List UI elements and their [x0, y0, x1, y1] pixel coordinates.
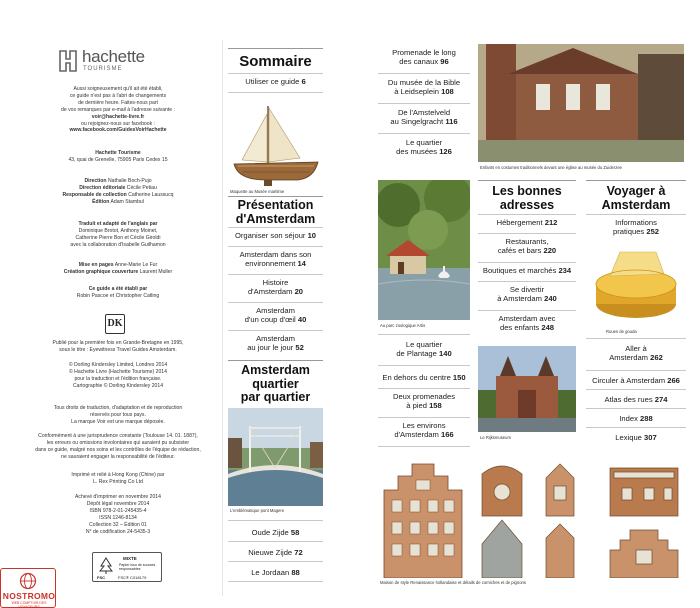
toc-entry[interactable]: Du musée de la Bible à Leidseplein 108	[387, 78, 461, 97]
rights-line: réservés pour tous pays.	[90, 411, 146, 418]
print-line: L. Rex Printing Co Ltd	[93, 478, 143, 485]
fsc-mixte: MIXTE	[123, 556, 137, 561]
print-line: Imprimé et relié à Hong Kong (Chine) par	[71, 472, 165, 478]
column-divider	[222, 40, 223, 596]
toc-entry[interactable]: En dehors du centre 150	[382, 373, 466, 382]
facebook-intro: ou rejoignez-nous sur facebook :	[81, 120, 155, 127]
final-line: Dépôt légal novembre 2014	[86, 500, 150, 507]
toc-entry[interactable]: Index 288	[619, 414, 653, 423]
logo-wordmark: hachette	[82, 47, 145, 66]
first-pub-line: sous le titre : Eyewitness Travel Guides Amsterdam.	[59, 346, 177, 353]
final-line: Achevé d'imprimer en novembre 2014	[75, 494, 161, 500]
copyright-line: © Hachette Livre (Hachette Tourisme) 2014	[69, 368, 167, 375]
toc-entry[interactable]: Les environs d'Amsterdam 166	[394, 421, 454, 440]
facebook-link[interactable]: www.facebook.com/GuidesVoirHachette	[69, 127, 167, 134]
caption-costumes: Enfants en costumes traditionnels devant une église au musée du Zuiderzee	[480, 165, 622, 170]
toc-entry[interactable]: Oude Zijde 58	[251, 528, 300, 537]
boat-illustration	[228, 100, 323, 188]
credit-line: Responsable de collection Catherine Laussucq	[62, 191, 174, 198]
stamp-brand: NOSTROMO	[2, 591, 56, 601]
zoo-photo	[378, 180, 470, 320]
established-names: Robin Pascoe et Christopher Catling	[76, 292, 160, 299]
caption-bridge: L'emblématique pont Magere	[230, 508, 285, 513]
layout-credit: Mise en pages Anne-Marie Le Fur	[78, 262, 158, 268]
caption-gouda: Roues de gouda	[606, 329, 637, 334]
translation-title: Traduit et adapté de l'anglais par	[78, 221, 158, 227]
toc-entry[interactable]: Histoire d'Amsterdam 20	[247, 278, 304, 297]
nostromo-stamp	[0, 568, 56, 608]
toc-entry[interactable]: Boutiques et marchés 234	[482, 266, 572, 275]
established-title: Ce guide a été établi par	[88, 286, 148, 292]
fsc-text: FSC	[97, 575, 105, 580]
dk-logo: DK	[105, 314, 125, 334]
translation-line: Dominique Brotot, Anthony Moinet,	[78, 227, 158, 234]
legal-line: Conformément à une jurisprudence constante (Toulouse 14. 01. 1887),	[38, 433, 198, 439]
fsc-code: FSC® C018179	[118, 575, 147, 580]
contact-email[interactable]: voir@hachette-livre.fr	[91, 113, 145, 120]
notice-line: de vos remarques par e-mail à l'adresse suivante :	[61, 106, 175, 113]
toc-entry[interactable]: Deux promenades à pied 158	[392, 392, 456, 411]
publisher-name: Hachette Tourisme	[95, 150, 141, 156]
toc-entry[interactable]: Hébergement 212	[496, 218, 558, 227]
caption-zoo: Au parc zoologique Artis	[380, 323, 426, 328]
fsc-tree-icon	[99, 557, 113, 575]
toc-entry[interactable]: Nieuwe Zijde 72	[248, 548, 303, 557]
toc-entry[interactable]: Amsterdam avec des enfants 248	[498, 314, 556, 333]
publisher-address: 43, quai de Grenelle, 75905 Paris Cedex 15	[68, 156, 168, 163]
legal-line: dans ce guide, malgré nos soins et les contrôles de l'équipe de rédaction,	[35, 446, 201, 453]
bridge-photo	[228, 408, 323, 506]
translation-line: Catherine Pierre Bon et Cécile Giroldi	[75, 234, 161, 241]
toc-entry-utiliser[interactable]: Utiliser ce guide 6	[245, 77, 306, 86]
toc-entry[interactable]: Amsterdam au jour le jour 52	[247, 334, 304, 353]
costumes-photo	[478, 44, 684, 162]
toc-entry[interactable]: Le Jordaan 88	[251, 568, 300, 577]
legal-line: les erreurs ou omissions involontaires qui auraient pu subsister	[46, 439, 190, 446]
toc-entry[interactable]: Lexique 307	[615, 433, 657, 442]
gouda-illustration	[590, 244, 682, 324]
rijksmuseum-photo	[478, 346, 576, 432]
toc-entry[interactable]: Promenade le long des canaux 96	[392, 48, 456, 67]
toc-entry[interactable]: Aller à Amsterdam 262	[609, 344, 663, 363]
credit-line: Direction éditoriale Cécile Petiau	[79, 184, 157, 191]
translation-line: avec la collaboration d'Isabelle Guilhamon	[70, 241, 166, 248]
notice-line: ce guide n'est pas à l'abri de changements	[69, 92, 167, 99]
toc-title: Sommaire	[239, 53, 312, 70]
credit-line: Édition Adam Stambul	[92, 198, 144, 205]
toc-entry[interactable]: Amsterdam d'un coup d'œil 40	[244, 306, 307, 325]
final-line: Collection 32 – Édition 01	[89, 521, 147, 528]
toc-entry[interactable]: De l'Amstelveld au Singelgracht 116	[390, 108, 458, 127]
caption-rijks: Le Rijksmuseum	[480, 435, 511, 440]
section-heading-bonnes: Les bonnes adresses	[492, 184, 562, 212]
credit-line: Direction Nathalie Boch-Pujo	[84, 178, 152, 184]
imprint-column	[18, 0, 218, 608]
final-line: ISSN 1246-8134	[99, 514, 137, 521]
logo-subtitle: TOURISME	[83, 66, 123, 72]
toc-entry[interactable]: Informations pratiques 252	[612, 218, 660, 237]
section-heading-voyager: Voyager à Amsterdam	[601, 184, 671, 212]
caption-boat: Maquette au Musée maritime	[230, 189, 285, 194]
section-heading-presentation: Présentation d'Amsterdam	[235, 198, 316, 226]
copyright-line: Cartographie © Dorling Kindersley 2014	[72, 382, 164, 389]
houses-illustration	[378, 460, 686, 578]
fsc-subtitle: Papier issu de sources responsables	[119, 563, 156, 572]
first-pub-line: Publié pour la première fois en Grande-Bretagne en 1995,	[52, 340, 184, 346]
toc-entry[interactable]: Le quartier de Plantage 140	[396, 340, 452, 359]
cover-credit: Création graphique couverture Laurent Muller	[63, 268, 173, 275]
stamp-tagline: WEB COMPTOIR DES VOYAGEURS	[11, 601, 47, 608]
toc-entry[interactable]: Circuler à Amsterdam 266	[592, 376, 680, 385]
globe-icon	[18, 572, 38, 590]
final-line: N° de codification 24-5435-3	[85, 528, 151, 535]
toc-entry[interactable]: Se divertir à Amsterdam 240	[497, 285, 557, 304]
final-line: ISBN 978-2-01-245435-4	[89, 507, 147, 514]
notice-line: Aussi soigneusement qu'il ait été établi,	[73, 86, 163, 92]
toc-entry[interactable]: Amsterdam dans son environnement 14	[239, 250, 312, 269]
section-heading-quartier: Amsterdam quartier par quartier	[240, 363, 311, 404]
toc-entry[interactable]: Le quartier des musées 126	[396, 138, 452, 157]
toc-entry[interactable]: Organiser son séjour 10	[234, 231, 317, 240]
rights-line: Tous droits de traduction, d'adaptation et de reproduction	[53, 405, 183, 411]
toc-entry[interactable]: Atlas des rues 274	[604, 395, 668, 404]
notice-line: de dernière heure. Faites-nous part	[78, 99, 158, 106]
fsc-label	[92, 552, 162, 582]
rights-line: La marque Voir est une marque déposée.	[71, 418, 165, 425]
copyright-line: pour la traduction et l'édition française.	[74, 375, 162, 382]
toc-entry[interactable]: Restaurants, cafés et bars 220	[497, 237, 557, 256]
legal-line: ne sauraient engager la responsabilité de l'éditeur.	[61, 453, 175, 460]
caption-houses: Maison de style Renaissance hollandaise et détails de corniches et de pignons	[380, 580, 526, 585]
copyright-line: © Dorling Kindersley Limited, Londres 2014	[68, 362, 168, 368]
